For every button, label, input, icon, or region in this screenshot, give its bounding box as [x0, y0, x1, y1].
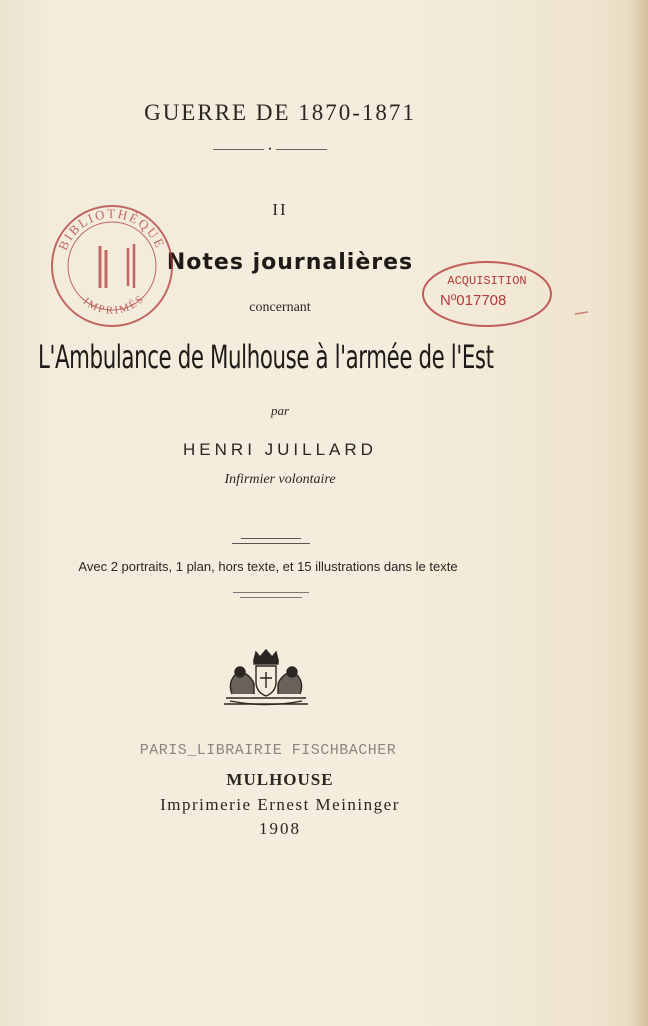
divider-rule: [240, 597, 302, 598]
divider-rule: [241, 538, 301, 539]
ornament-dot-icon: •: [264, 144, 276, 154]
author-name: HENRI JUILLARD: [183, 440, 377, 459]
volume-number: II: [272, 200, 288, 219]
svg-text:BIBLIOTHÈQUE: BIBLIOTHÈQUE: [55, 205, 169, 253]
divider-rule: [233, 592, 309, 593]
printer-name: Imprimerie Ernest Meininger: [160, 795, 400, 814]
publication-city: MULHOUSE: [226, 770, 334, 789]
par-text: par: [270, 403, 290, 418]
library-seal-stamp: [42, 196, 182, 336]
subtitle-block: [38, 338, 508, 384]
book-title: Notes journalières: [166, 250, 414, 275]
publisher-stamp: PARIS_LIBRAIRIE FISCHBACHER: [139, 742, 397, 759]
concernant-text: concernant: [249, 300, 311, 315]
series-title: GUERRE DE 1870-1871: [144, 100, 416, 125]
divider-rule: [232, 543, 310, 544]
publication-year: 1908: [259, 819, 301, 838]
book-subtitle: L'Ambulance de Mulhouse à l'armée de l'Est: [38, 338, 494, 376]
page-edge-shading: [630, 0, 648, 1026]
pencil-mark-icon: [574, 310, 590, 316]
acquisition-label: ACQUISITION: [447, 274, 527, 288]
author-role: Infirmier volontaire: [224, 472, 336, 487]
illustrations-note: Avec 2 portraits, 1 plan, hors texte, et 15 illustrations dans le texte: [78, 559, 458, 574]
coat-of-arms-icon: [220, 648, 312, 710]
acquisition-number: Nº017708: [440, 292, 507, 309]
svg-text:IMPRIMÉS: IMPRIMÉS: [80, 292, 148, 317]
